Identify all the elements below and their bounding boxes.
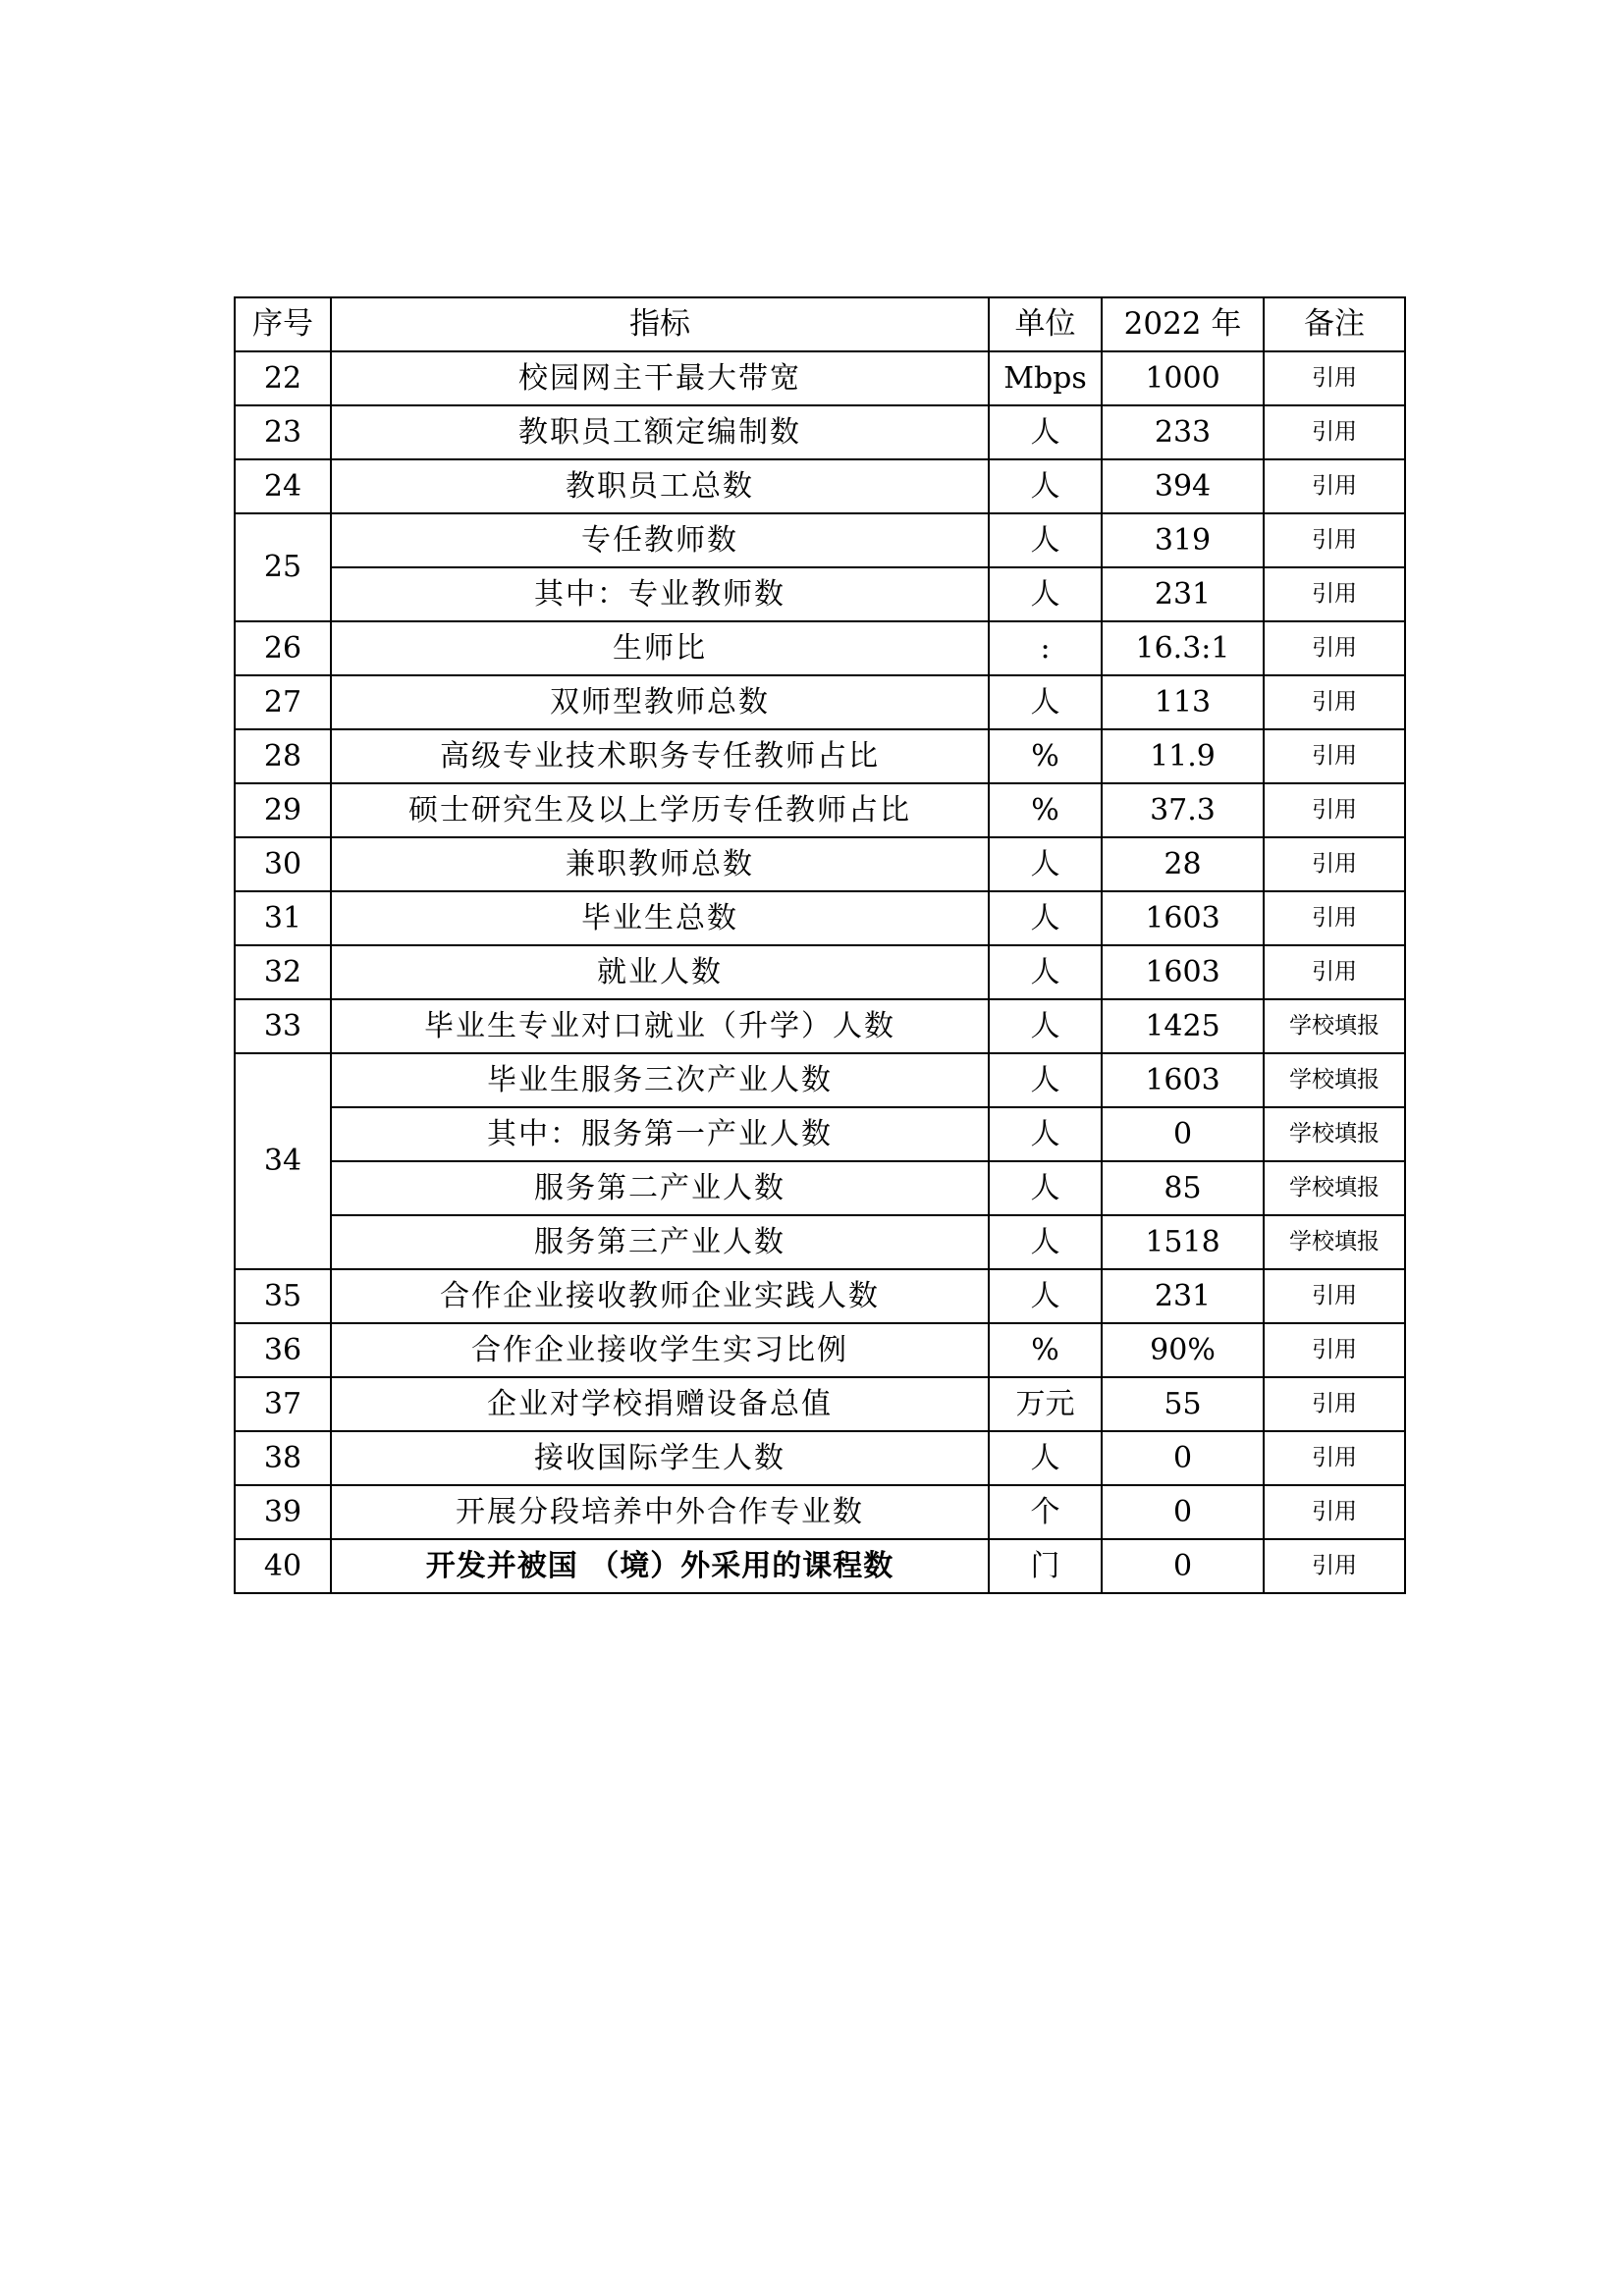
table-row [235,513,1405,567]
row-indicator: 毕业生专业对口就业（升学）人数 [331,999,989,1053]
row-unit: 万元 [989,1377,1102,1431]
row-index: 36 [235,1323,331,1377]
table-row [235,1485,1405,1539]
table-row [235,1539,1405,1593]
header-year: 2022 年 [1102,297,1264,351]
row-index: 25 [235,513,331,621]
row-indicator: 教职员工总数 [331,459,989,513]
table-row [235,891,1405,945]
row-unit: 人 [989,1161,1102,1215]
row-value: 28 [1102,837,1264,891]
row-value: 113 [1102,675,1264,729]
row-index: 38 [235,1431,331,1485]
row-value: 1000 [1102,351,1264,405]
row-unit: 人 [989,837,1102,891]
row-remark: 引用 [1264,1323,1405,1377]
row-unit: 人 [989,1053,1102,1107]
table-row [235,1053,1405,1107]
row-remark: 引用 [1264,621,1405,675]
row-unit: 门 [989,1539,1102,1593]
row-indicator: 双师型教师总数 [331,675,989,729]
row-remark: 引用 [1264,729,1405,783]
row-unit: : [989,621,1102,675]
row-value: 0 [1102,1431,1264,1485]
row-value: 319 [1102,513,1264,567]
row-remark: 引用 [1264,1377,1405,1431]
row-index: 34 [235,1053,331,1269]
table-row [235,1161,1405,1215]
row-indicator: 服务第二产业人数 [331,1161,989,1215]
indicator-table [234,296,1406,1594]
row-unit: 人 [989,945,1102,999]
header-remark: 备注 [1264,297,1405,351]
row-indicator: 合作企业接收教师企业实践人数 [331,1269,989,1323]
row-value: 0 [1102,1485,1264,1539]
row-unit: Mbps [989,351,1102,405]
table-row [235,783,1405,837]
row-index: 26 [235,621,331,675]
row-index: 35 [235,1269,331,1323]
row-index: 30 [235,837,331,891]
table-row [235,1215,1405,1269]
row-value: 1603 [1102,1053,1264,1107]
row-remark: 引用 [1264,1485,1405,1539]
row-indicator: 硕士研究生及以上学历专任教师占比 [331,783,989,837]
row-value: 85 [1102,1161,1264,1215]
row-indicator: 其中：专业教师数 [331,567,989,621]
row-indicator: 生师比 [331,621,989,675]
row-remark: 学校填报 [1264,1053,1405,1107]
row-indicator: 专任教师数 [331,513,989,567]
row-remark: 引用 [1264,351,1405,405]
row-unit: 人 [989,513,1102,567]
row-indicator: 开展分段培养中外合作专业数 [331,1485,989,1539]
table-row [235,945,1405,999]
row-value: 90% [1102,1323,1264,1377]
row-remark: 引用 [1264,675,1405,729]
row-value: 37.3 [1102,783,1264,837]
header-index: 序号 [235,297,331,351]
table-row [235,621,1405,675]
table-row [235,459,1405,513]
row-value: 1425 [1102,999,1264,1053]
row-remark: 引用 [1264,1431,1405,1485]
row-remark: 引用 [1264,405,1405,459]
row-unit: 人 [989,1107,1102,1161]
row-remark: 学校填报 [1264,1107,1405,1161]
row-index: 39 [235,1485,331,1539]
row-remark: 学校填报 [1264,1215,1405,1269]
row-remark: 引用 [1264,1269,1405,1323]
row-index: 31 [235,891,331,945]
row-unit: 人 [989,891,1102,945]
row-remark: 学校填报 [1264,999,1405,1053]
row-index: 23 [235,405,331,459]
row-indicator: 兼职教师总数 [331,837,989,891]
row-remark: 引用 [1264,513,1405,567]
table-row [235,1431,1405,1485]
row-value: 1603 [1102,945,1264,999]
row-unit: % [989,783,1102,837]
table-row [235,729,1405,783]
table-row [235,405,1405,459]
row-remark: 引用 [1264,945,1405,999]
row-value: 16.3:1 [1102,621,1264,675]
row-unit: 人 [989,999,1102,1053]
row-index: 32 [235,945,331,999]
header-indicator: 指标 [331,297,989,351]
row-remark: 引用 [1264,783,1405,837]
row-unit: 人 [989,1431,1102,1485]
row-value: 394 [1102,459,1264,513]
row-value: 231 [1102,567,1264,621]
row-index: 33 [235,999,331,1053]
row-value: 11.9 [1102,729,1264,783]
row-indicator: 企业对学校捐赠设备总值 [331,1377,989,1431]
row-remark: 引用 [1264,567,1405,621]
row-value: 0 [1102,1539,1264,1593]
table-row [235,567,1405,621]
table-header-row [235,297,1405,351]
table-body [235,351,1405,1593]
table-row [235,1269,1405,1323]
row-index: 40 [235,1539,331,1593]
table-row [235,351,1405,405]
row-indicator: 接收国际学生人数 [331,1431,989,1485]
table-row [235,1323,1405,1377]
row-indicator: 就业人数 [331,945,989,999]
row-index: 24 [235,459,331,513]
row-indicator: 服务第三产业人数 [331,1215,989,1269]
row-value: 233 [1102,405,1264,459]
row-value: 1603 [1102,891,1264,945]
row-value: 231 [1102,1269,1264,1323]
row-index: 37 [235,1377,331,1431]
row-unit: 人 [989,1215,1102,1269]
row-unit: 个 [989,1485,1102,1539]
row-indicator: 合作企业接收学生实习比例 [331,1323,989,1377]
row-index: 22 [235,351,331,405]
row-remark: 引用 [1264,459,1405,513]
row-index: 27 [235,675,331,729]
table-row [235,675,1405,729]
row-unit: % [989,1323,1102,1377]
row-unit: 人 [989,1269,1102,1323]
row-unit: 人 [989,567,1102,621]
table-row [235,837,1405,891]
row-indicator: 开发并被国 （境）外采用的课程数 [331,1539,989,1593]
table-row [235,999,1405,1053]
row-unit: 人 [989,675,1102,729]
row-remark: 学校填报 [1264,1161,1405,1215]
row-index: 28 [235,729,331,783]
row-remark: 引用 [1264,1539,1405,1593]
header-unit: 单位 [989,297,1102,351]
row-unit: 人 [989,405,1102,459]
row-indicator: 毕业生服务三次产业人数 [331,1053,989,1107]
row-indicator: 其中：服务第一产业人数 [331,1107,989,1161]
table-row [235,1107,1405,1161]
row-unit: 人 [989,459,1102,513]
table-row [235,1377,1405,1431]
row-value: 0 [1102,1107,1264,1161]
row-indicator: 校园网主干最大带宽 [331,351,989,405]
row-indicator: 教职员工额定编制数 [331,405,989,459]
row-indicator: 毕业生总数 [331,891,989,945]
row-unit: % [989,729,1102,783]
row-value: 1518 [1102,1215,1264,1269]
row-indicator: 高级专业技术职务专任教师占比 [331,729,989,783]
row-index: 29 [235,783,331,837]
row-remark: 引用 [1264,891,1405,945]
row-value: 55 [1102,1377,1264,1431]
row-remark: 引用 [1264,837,1405,891]
